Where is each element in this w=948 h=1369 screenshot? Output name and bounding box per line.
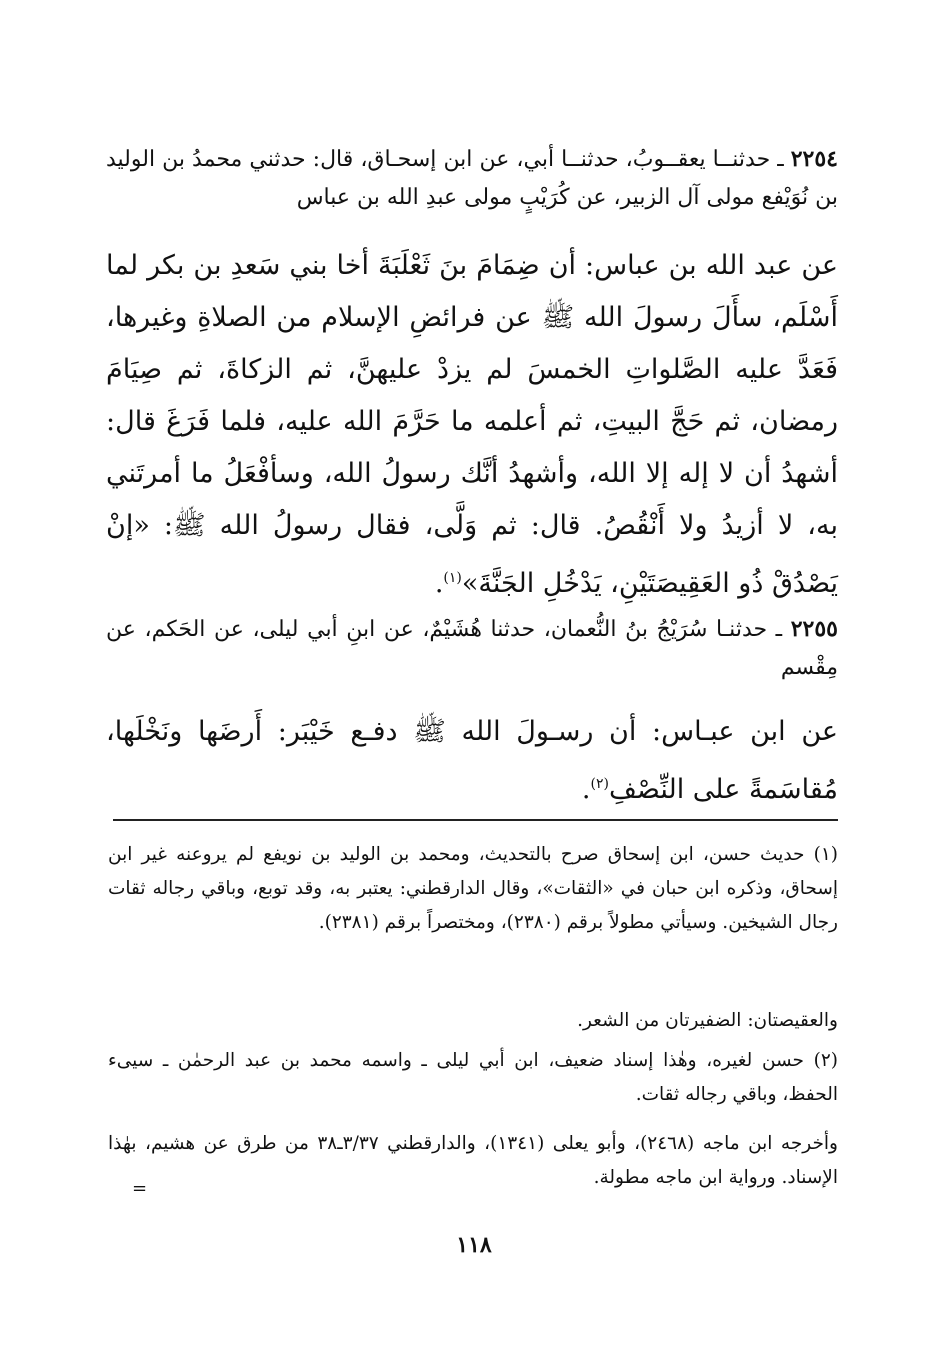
page-number: ١١٨ bbox=[456, 1232, 492, 1258]
footnote-1-gloss: والعقيصتان: الضفيرتان من الشعر. bbox=[577, 1010, 838, 1031]
hadith-2254-isnad bbox=[106, 140, 838, 217]
sentence-end: . bbox=[581, 774, 591, 805]
hadith-2254-matn bbox=[106, 240, 838, 610]
footnote-2-takhrij: وأخرجه ابن ماجه (٢٤٦٨)، وأبو يعلى (١٣٤١)، والدارقطني ٣/٣٧ـ٣٨ من طرق عن هشيم، بهٰذا الإسناد. ورواية ابن ماجه مطولة. bbox=[108, 1133, 838, 1188]
hadith-number: ٢٢٥٤ bbox=[790, 146, 838, 172]
hadith-2255-isnad bbox=[106, 610, 838, 687]
footnote-ref: (١) bbox=[443, 570, 462, 586]
continuation-mark: = bbox=[132, 1178, 148, 1199]
footnote-1: (١) حديث حسن، ابن إسحاق صرح بالتحديث، ومحمد بن الوليد بن نويفع لم يروعنه غير ابن إسحاق، وذكره ابن حبان في «الثقات»، وقال الدارقطني: يعتبر به، وقد توبع، وباقي رجاله ثقات رجال الشيخين. وسيأتي مطولاً برقم (٢٣٨٠)، ومختصراً برقم (٢٣٨١). bbox=[108, 844, 838, 933]
footnote-ref: (٢) bbox=[590, 776, 609, 792]
matn-text: عن ابن عبـاس: أن رسـولَ الله ﷺ دفـع خَيْبَر: أَرضَها ونَخْلَها، مُقاسَمةً على النِّصْفِ bbox=[106, 716, 838, 805]
footnote-divider bbox=[113, 819, 838, 821]
isnad-text: ـ حدثنــا يعقــوبُ، حدثنــا أبي، عن ابن إسحـاق، قال: حدثني محمدُ بن الوليد بن نُوَيْفع مولى آل الزبير، عن كُرَيْبٍ مولى عبدِ الله بن عباس bbox=[106, 147, 838, 210]
footnote-2: (٢) حسن لغيره، وهٰذا إسناد ضعيف، ابن أبي ليلى ـ واسمه محمد بن عبد الرحمٰن ـ سيىء الحفظ، وباقي رجاله ثقات. bbox=[108, 1050, 838, 1105]
hadith-number: ٢٢٥٥ bbox=[790, 616, 838, 642]
hadith-2255-matn bbox=[106, 706, 838, 816]
isnad-text: ـ حدثنـا سُرَيْجُ بنُ النُّعمان، حدثنا هُشَيْمٌ، عن ابنِ أبي ليلى، عن الحَكم، عن مِقْسم bbox=[106, 617, 838, 680]
matn-text: عن عبد الله بن عباس: أن ضِمَامَ بنَ ثَعْلَبَةَ أخا بني سَعدِ بن بكر لما أَسْلَم، سأَلَ رسولَ الله ﷺ عن فرائضِ الإسلام من الصلاةِ وغيرها، فَعَدَّ عليه الصَّلواتِ الخمسَ لم يزدْ عليهنَّ، ثم الزكاةَ، ثم صِيَامَ رمضان، ثم حَجَّ البيتِ، ثم أعلمه ما حَرَّمَ الله عليه، فلما فَرَغَ قال: أشهدُ أن لا إله إلا الله، وأشهدُ أنَّك رسولُ الله، وسأفْعَلُ ما أمرتَني به، لا أزيدُ ولا أَنْقُصُ. قال: ثم وَلَّى، فقال رسولُ الله ﷺ: «إنْ يَصْدُقْ ذُو العَقِيصَتَيْنِ، يَدْخُلِ الجَنَّةَ» bbox=[106, 250, 838, 599]
sentence-end: . bbox=[434, 568, 444, 599]
